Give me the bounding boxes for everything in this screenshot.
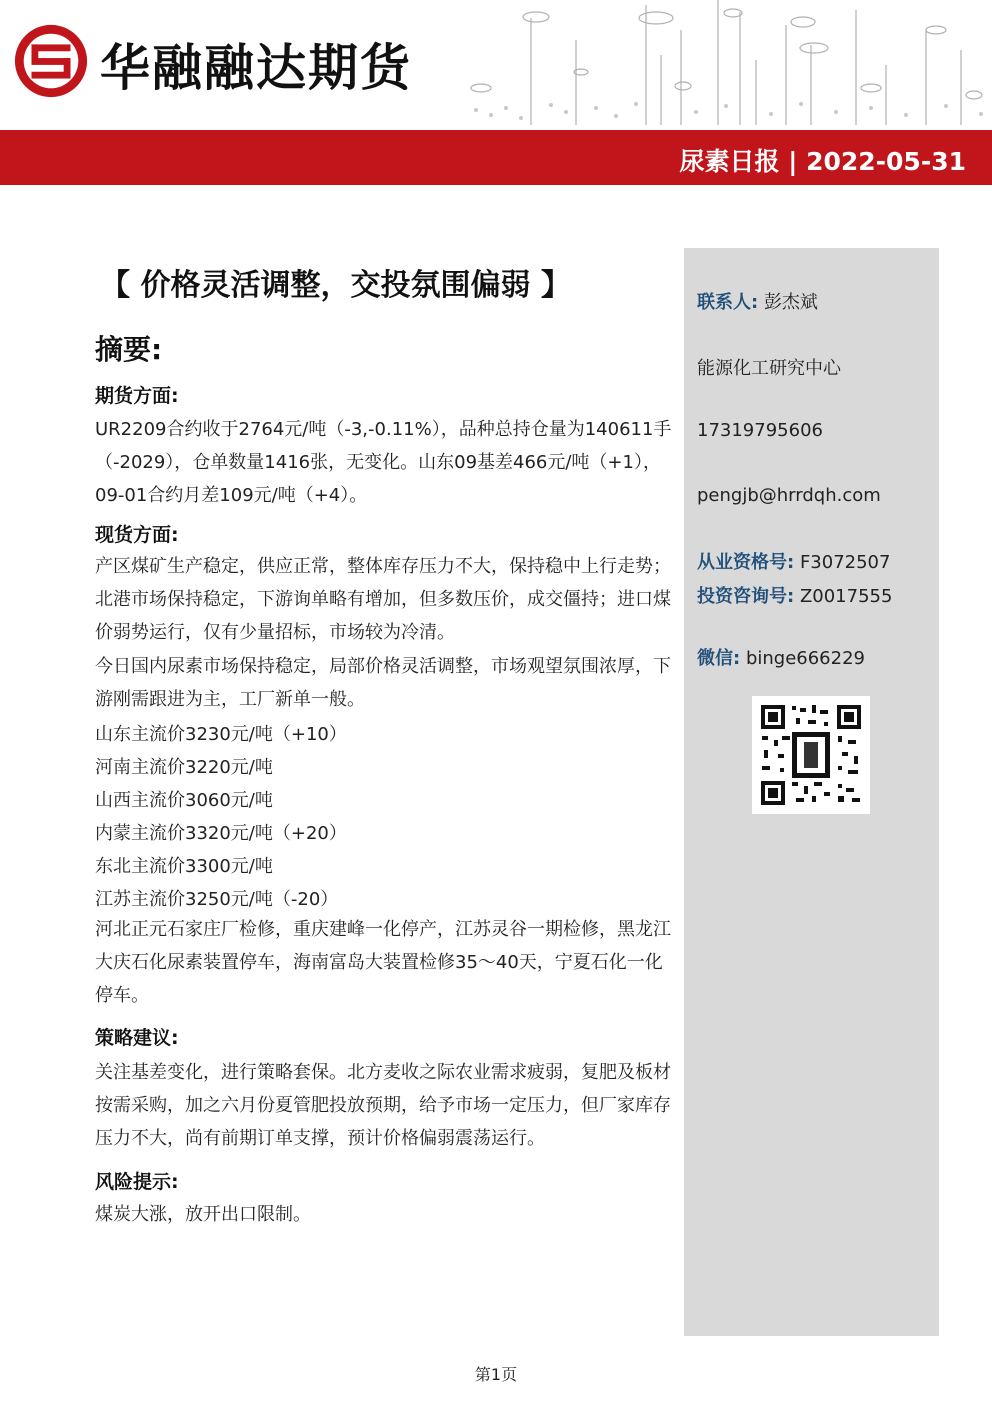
header-decoration-graphic: [456, 0, 992, 130]
spot-paragraph-1: 产区煤矿生产稳定，供应正常，整体库存压力不大，保持稳中上行走势；北港市场保持稳定，下游询单略有增加，但多数压价，成交僵持；进口煤价弱势运行，仅有少量招标，市场较为冷清。: [95, 556, 671, 643]
price-line: 河南主流价3220元/吨: [95, 757, 273, 778]
report-title: 【 价格灵活调整，交投氛围偏弱 】: [100, 268, 571, 303]
risk-paragraph: 煤炭大涨，放开出口限制。: [95, 1204, 311, 1225]
spot-heading: 现货方面:: [95, 524, 179, 546]
contact-name: 彭杰斌: [763, 292, 818, 313]
company-logo-icon: [12, 22, 90, 100]
wechat-qr-code-icon: [752, 696, 870, 814]
contact-row: [697, 288, 818, 314]
strategy-heading: 策略建议:: [95, 1027, 179, 1049]
price-line: 东北主流价3300元/吨: [95, 856, 273, 877]
consult-row: [697, 582, 892, 608]
contact-sidebar: [684, 248, 939, 1336]
spot-paragraph-3: 河北正元石家庄厂检修，重庆建峰一化停产，江苏灵谷一期检修，黑龙江大庆石化尿素装置停车，海南富岛大装置检修35～40天，宁夏石化一化停车。: [95, 919, 671, 1006]
page-number: 第1页: [474, 1365, 518, 1384]
report-name: 尿素日报: [679, 147, 780, 176]
report-tag-separator: |: [788, 147, 798, 176]
contact-label: 联系人:: [697, 292, 759, 313]
price-line: 山东主流价3230元/吨（+10）: [95, 724, 347, 745]
brand-name: 华融融达期货: [100, 39, 412, 97]
price-line: 江苏主流价3250元/吨（-20）: [95, 889, 339, 910]
wechat-label: 微信:: [697, 648, 741, 669]
qualification-label: 从业资格号:: [697, 552, 795, 573]
email-address: pengjb@hrrdqh.com: [697, 485, 881, 506]
report-date: 2022-05-31: [806, 147, 966, 176]
strategy-paragraph: 关注基差变化，进行策略套保。北方麦收之际农业需求疲弱，复肥及板材按需采购，加之六月份夏管肥投放预期，给予市场一定压力，但厂家库存压力不大，尚有前期订单支撑，预计价格偏弱震荡运行。: [95, 1062, 671, 1149]
consult-label: 投资咨询号:: [697, 586, 795, 607]
futures-paragraph: UR2209合约收于2764元/吨（-3,-0.11%），品种总持仓量为140611手（-2029），仓单数量1416张，无变化。山东09基差466元/吨（+1），09-01合约月差109元/吨（+4）。: [95, 419, 672, 506]
wechat-id: binge666229: [745, 648, 865, 669]
futures-heading: 期货方面:: [95, 385, 179, 407]
qualification-row: [697, 548, 890, 574]
phone-number: 17319795606: [697, 420, 823, 441]
spot-paragraph-2: 今日国内尿素市场保持稳定，局部价格灵活调整，市场观望氛围浓厚，下游刚需跟进为主，工厂新单一般。: [95, 656, 671, 710]
abstract-heading: 摘要:: [95, 333, 163, 366]
consult-number: Z0017555: [799, 586, 893, 607]
report-tag: [679, 142, 966, 178]
risk-heading: 风险提示:: [95, 1171, 179, 1193]
report-header: [0, 0, 992, 186]
price-line: 内蒙主流价3320元/吨（+20）: [95, 823, 347, 844]
wechat-row: [697, 644, 865, 670]
qualification-number: F3072507: [799, 552, 891, 573]
price-line: 山西主流价3060元/吨: [95, 790, 273, 811]
department: 能源化工研究中心: [697, 358, 841, 379]
